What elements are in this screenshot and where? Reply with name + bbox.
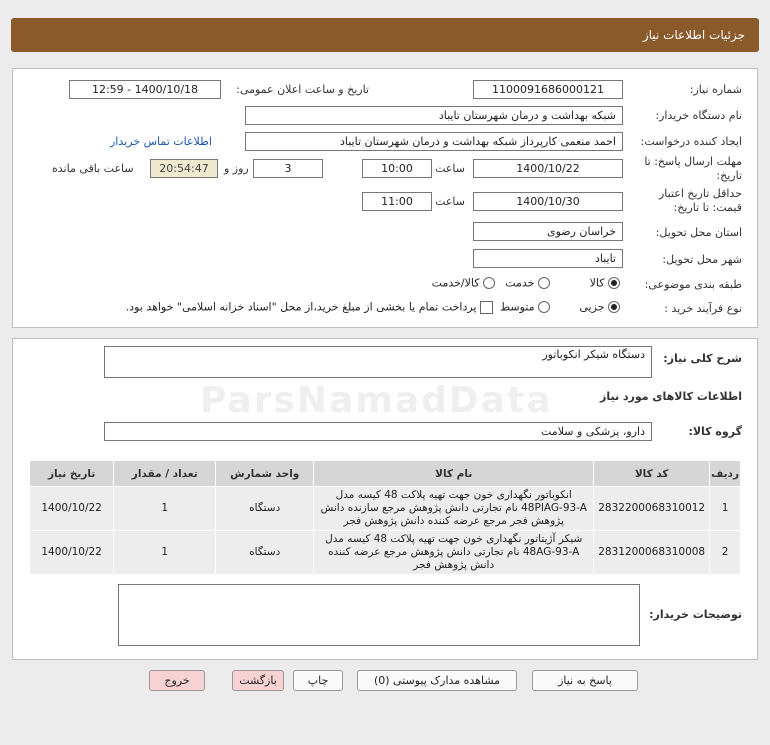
buyer-contact-link[interactable]: اطلاعات تماس خریدار [110, 135, 212, 148]
radio-icon [538, 301, 550, 313]
col-header-qty: تعداد / مقدار [114, 461, 216, 487]
cell-index: 2 [710, 531, 741, 575]
goods-group-field: دارو، پزشکی و سلامت [104, 422, 652, 441]
summary-label: شرح کلی نیاز: [663, 352, 742, 365]
cell-qty: 1 [114, 487, 216, 531]
radio-icon [538, 277, 550, 289]
days-field: 3 [253, 159, 323, 178]
col-header-date: تاریخ نیاز [30, 461, 114, 487]
cell-index: 1 [710, 487, 741, 531]
need-number-field: 1100091686000121 [473, 80, 623, 99]
page-title: جزئیات اطلاعات نیاز [642, 28, 745, 42]
validity-date-field: 1400/10/30 [473, 192, 623, 211]
table-header-row [30, 461, 741, 487]
cell-date: 1400/10/22 [30, 531, 114, 575]
validity-label-2: قیمت: تا تاریخ: [673, 201, 742, 214]
watermark: ParsNamadData [200, 380, 553, 421]
remaining-label: ساعت باقی مانده [52, 162, 134, 175]
category-option-goods-service[interactable]: کالا/خدمت [432, 276, 495, 290]
back-button[interactable]: بازگشت [232, 670, 284, 691]
cell-code: 2831200068310008 [594, 531, 710, 575]
radio-selected-icon [608, 301, 620, 313]
category-label: طبقه بندی موضوعی: [644, 278, 742, 291]
table-row [30, 531, 741, 575]
buyer-notes-field [118, 584, 640, 646]
category-option-goods[interactable]: کالا [590, 276, 620, 290]
cell-name: شیکر آژیتاتور نگهداری خون جهت تهیه پلاکت 48 کیسه مدل 48AG-93-A نام تجارتی دانش پژوهش مرجع عرضه کننده دانش پژوهش فجر [314, 531, 594, 575]
cell-code: 2832200068310012 [594, 487, 710, 531]
days-label: روز و [224, 162, 249, 175]
col-header-index: ردیف [710, 461, 741, 487]
cell-qty: 1 [114, 531, 216, 575]
purchase-type-label: نوع فرآیند خرید : [664, 302, 742, 315]
deadline-label: مهلت ارسال پاسخ: تا [644, 155, 742, 168]
announce-field: 1400/10/18 - 12:59 [69, 80, 221, 99]
goods-section-title: اطلاعات کالاهای مورد نیاز [600, 390, 742, 403]
cell-date: 1400/10/22 [30, 487, 114, 531]
validity-label: حداقل تاریخ اعتبار [658, 187, 742, 200]
summary-field: دستگاه شیکر انکوباتور [104, 346, 652, 378]
deadline-time-field: 10:00 [362, 159, 432, 178]
category-option-service[interactable]: خدمت [505, 276, 550, 290]
city-label: شهر محل تحویل: [662, 253, 742, 266]
page-header [11, 18, 759, 52]
buyer-org-label: نام دستگاه خریدار: [655, 109, 742, 122]
city-field: تایباد [473, 249, 623, 268]
col-header-name: نام کالا [314, 461, 594, 487]
cell-name: انکوباتور نگهداری خون جهت تهیه پلاکت 48 کیسه مدل 48PIAG-93-A نام تجارتی دانش پژوهش مرجع سازنده دانش پژوهش فجر مرجع عرضه کننده دانش پژوهش فجر [314, 487, 594, 531]
attachments-button[interactable]: مشاهده مدارک پیوستی (0) [357, 670, 517, 691]
buyer-notes-label: توضیحات خریدار: [649, 608, 742, 621]
validity-time-field: 11:00 [362, 192, 432, 211]
cell-unit: دستگاه [216, 487, 314, 531]
province-field: خراسان رضوی [473, 222, 623, 241]
deadline-date-field: 1400/10/22 [473, 159, 623, 178]
cell-unit: دستگاه [216, 531, 314, 575]
exit-button[interactable]: خروج [149, 670, 205, 691]
radio-icon [483, 277, 495, 289]
validity-time-label: ساعت [435, 195, 465, 208]
treasury-checkbox[interactable]: پرداخت تمام یا بخشی از مبلغ خرید،از محل "اسناد خزانه اسلامی" خواهد بود. [126, 300, 493, 314]
col-header-code: کد کالا [594, 461, 710, 487]
goods-group-label: گروه کالا: [688, 425, 742, 438]
table-row [30, 487, 741, 531]
radio-selected-icon [608, 277, 620, 289]
need-number-label: شماره نیاز: [689, 83, 742, 96]
deadline-time-label: ساعت [435, 162, 465, 175]
col-header-unit: واحد شمارش [216, 461, 314, 487]
requester-label: ایجاد کننده درخواست: [640, 135, 742, 148]
announce-label: تاریخ و ساعت اعلان عمومی: [236, 83, 369, 96]
goods-table [29, 460, 741, 575]
purchase-option-medium[interactable]: متوسط [500, 300, 550, 314]
purchase-option-minor[interactable]: جزیی [579, 300, 620, 314]
buyer-org-field: شبکه بهداشت و درمان شهرستان تایباد [245, 106, 623, 125]
reply-button[interactable]: پاسخ به نیاز [532, 670, 638, 691]
province-label: استان محل تحویل: [655, 226, 742, 239]
deadline-label-2: تاریخ: [716, 169, 742, 182]
requester-field: احمد منعمی کارپرداز شبکه بهداشت و درمان شهرستان تایباد [245, 132, 623, 151]
remaining-time-field: 20:54:47 [150, 159, 218, 178]
print-button[interactable]: چاپ [293, 670, 343, 691]
checkbox-icon [480, 301, 493, 314]
